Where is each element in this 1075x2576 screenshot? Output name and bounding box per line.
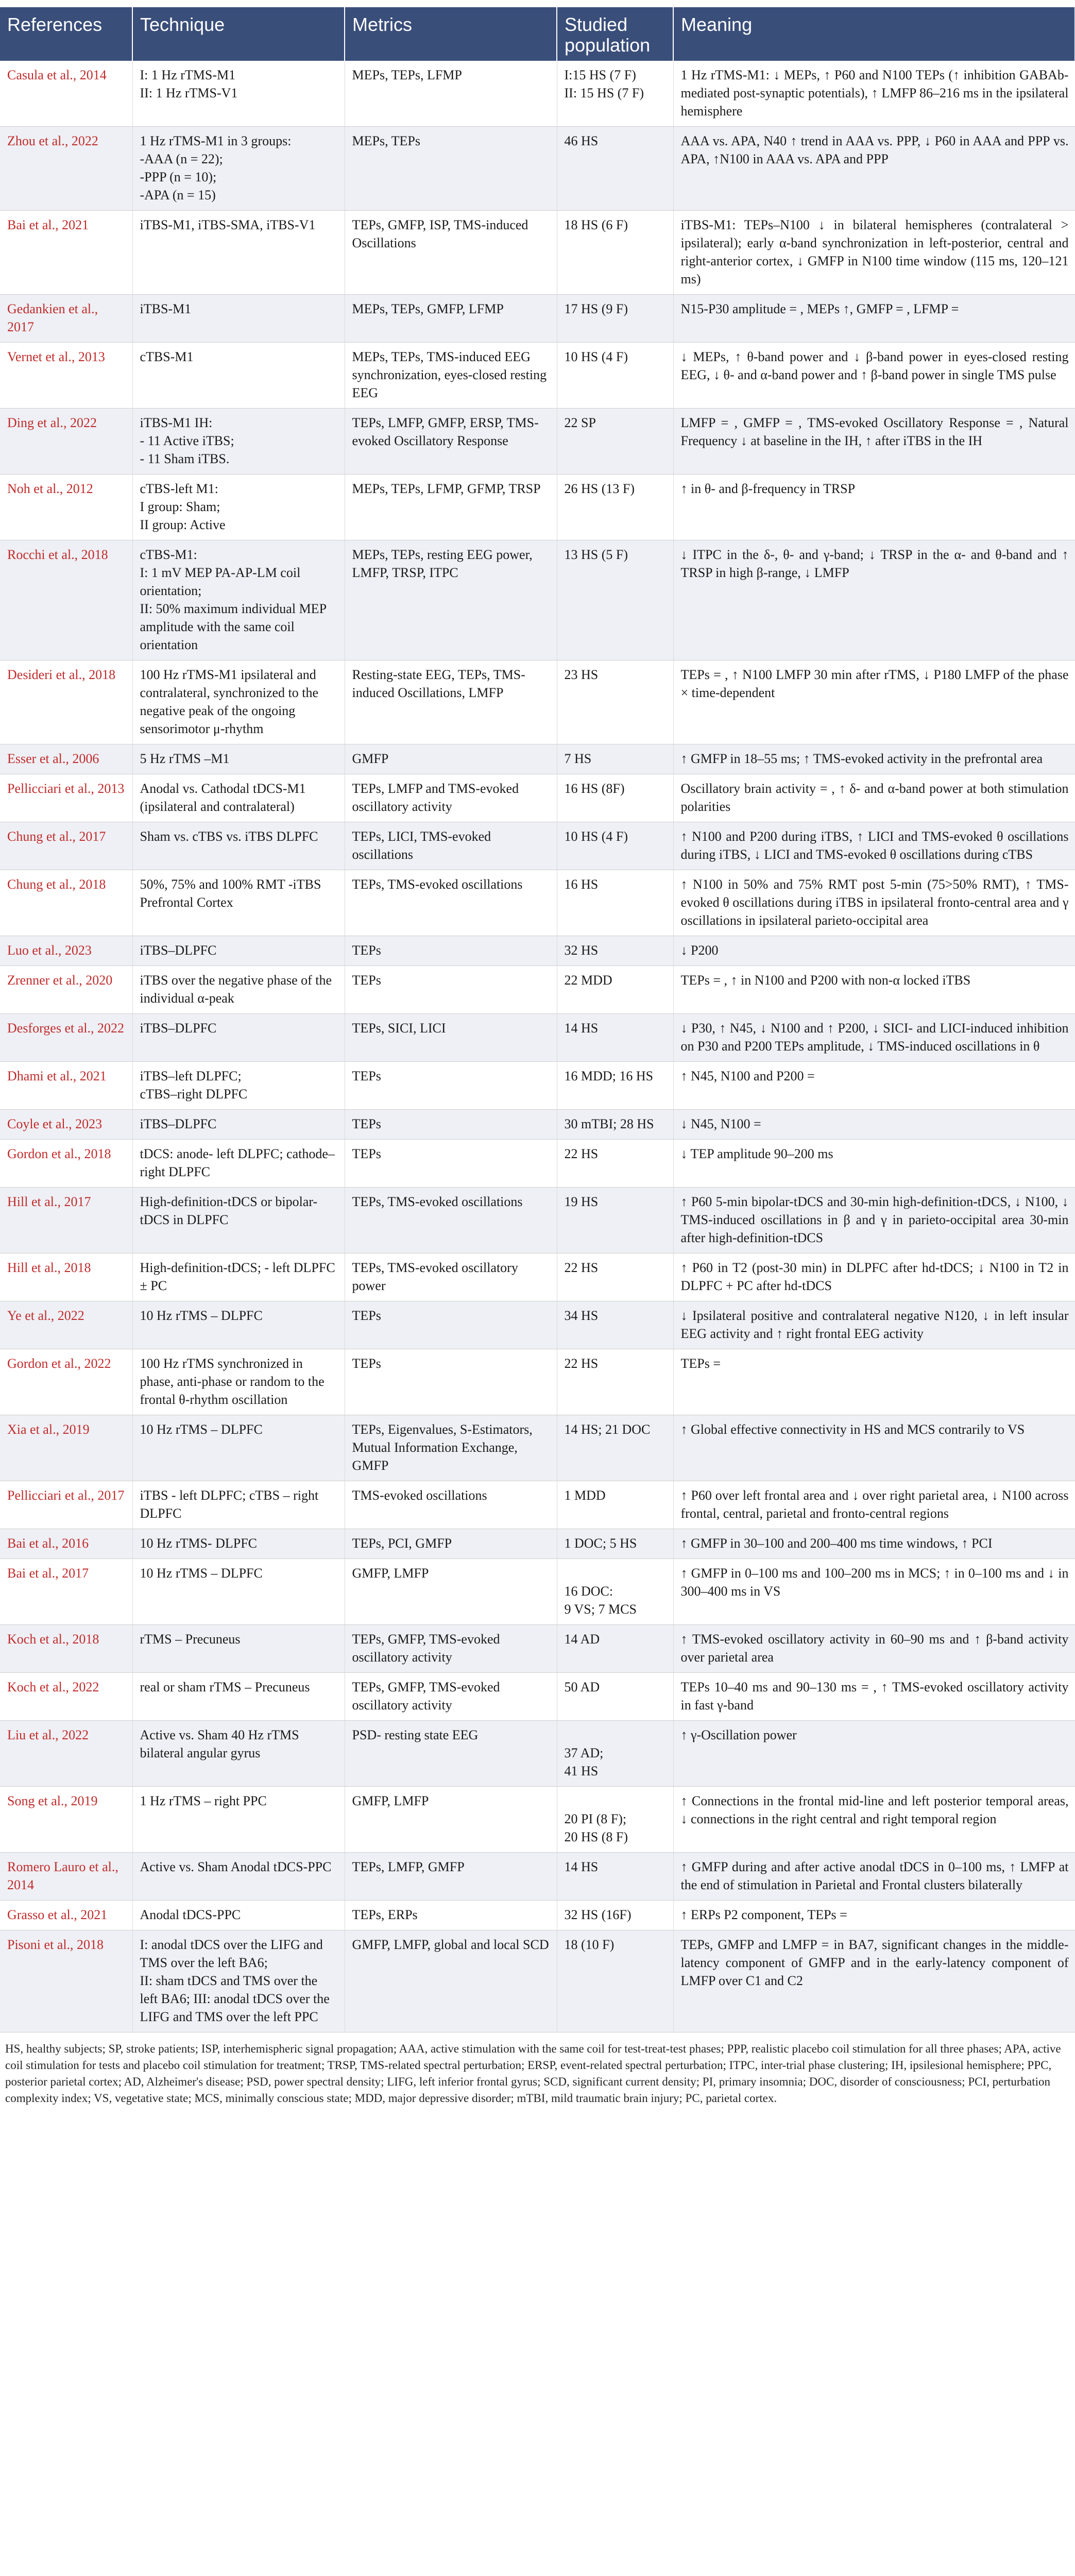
meaning-cell: ↑ TMS-evoked oscillatory activity in 60–90 ms and ↑ β-band activity over parietal area bbox=[673, 1625, 1075, 1673]
technique-cell: iTBS–DLPFC bbox=[132, 1014, 345, 1062]
population-cell: 10 HS (4 F) bbox=[557, 343, 673, 409]
meaning-cell: ↑ γ-Oscillation power bbox=[673, 1721, 1075, 1787]
table-row bbox=[0, 211, 1075, 295]
reference-cell[interactable]: Bai et al., 2016 bbox=[0, 1529, 132, 1559]
reference-cell[interactable]: Rocchi et al., 2018 bbox=[0, 540, 132, 660]
table-footnote: HS, healthy subjects; SP, stroke patients; ISP, interhemispheric signal propagation; AAA, active stimulation with the same coil for test-treat-test phases; PPP, realistic placebo coil stimulation for all three phases; APA, active coil stimulation for tests and placebo coil stimulation for treatment; TRSP, TMS-related spectral perturbation; ERSP, event-related spectral perturbation; ITPC, inter-trial phase clustering; IH, ipsilesional hemisphere; PPC, posterior parietal cortex; AD, Alzheimer's disease; PSD, power spectral density; LIFG, left inferior frontal gyrus; SCD, significant current density; PI, primary insomnia; DOC, disorder of consciousness; PCI, perturbation complexity index; VS, vegetative state; MCS, minimally conscious state; MDD, major depressive disorder; mTBI, mild traumatic brain injury; PC, parietal cortex. bbox=[5, 2042, 1061, 2105]
technique-cell: Anodal tDCS-PPC bbox=[132, 1901, 345, 1930]
reference-cell[interactable]: Koch et al., 2022 bbox=[0, 1673, 132, 1721]
population-cell: 7 HS bbox=[557, 744, 673, 774]
table-row bbox=[0, 1673, 1075, 1721]
metrics-cell: PSD- resting state EEG bbox=[345, 1721, 557, 1787]
metrics-cell: TEPs bbox=[345, 1349, 557, 1415]
reference-cell[interactable]: Gordon et al., 2018 bbox=[0, 1140, 132, 1188]
table-row bbox=[0, 966, 1075, 1014]
table-row bbox=[0, 1787, 1075, 1853]
technique-cell: 100 Hz rTMS-M1 ipsilateral and contralateral, synchronized to the negative peak of the ongoing sensorimotor μ-rhythm bbox=[132, 660, 345, 744]
technique-cell: High-definition-tDCS or bipolar-tDCS in DLPFC bbox=[132, 1188, 345, 1253]
table-row bbox=[0, 1625, 1075, 1673]
metrics-cell: MEPs, TEPs, GMFP, LFMP bbox=[345, 295, 557, 343]
table-row bbox=[0, 1901, 1075, 1930]
technique-cell: iTBS over the negative phase of the individual α-peak bbox=[132, 966, 345, 1014]
population-cell: 1 MDD bbox=[557, 1481, 673, 1529]
meaning-cell: ↑ GMFP during and after active anodal tDCS in 0–100 ms, ↑ LMFP at the end of stimulation in Parietal and Frontal clusters bilaterally bbox=[673, 1853, 1075, 1901]
technique-cell: 10 Hz rTMS – DLPFC bbox=[132, 1301, 345, 1349]
meaning-cell: TEPs, GMFP and LMFP = in BA7, significant changes in the middle-latency component of GMFP and in the early-latency component of LMFP over C1 and C2 bbox=[673, 1930, 1075, 2032]
table-row bbox=[0, 1301, 1075, 1349]
reference-cell[interactable]: Pellicciari et al., 2013 bbox=[0, 774, 132, 822]
meaning-cell: ↓ MEPs, ↑ θ-band power and ↓ β-band power in eyes-closed resting EEG, ↓ θ- and α-band power and ↑ β-band power in single TMS pulse bbox=[673, 343, 1075, 409]
population-cell: 20 PI (8 F); 20 HS (8 F) bbox=[557, 1787, 673, 1853]
technique-cell: iTBS–left DLPFC; cTBS–right DLPFC bbox=[132, 1062, 345, 1110]
metrics-cell: MEPs, TEPs, LFMP bbox=[345, 61, 557, 127]
table-row bbox=[0, 1140, 1075, 1188]
population-cell: 37 AD; 41 HS bbox=[557, 1721, 673, 1787]
reference-cell[interactable]: Gordon et al., 2022 bbox=[0, 1349, 132, 1415]
population-cell: 16 HS bbox=[557, 870, 673, 936]
meaning-cell: ↑ P60 in T2 (post-30 min) in DLPFC after hd-tDCS; ↓ N100 in T2 in DLPFC + PC after hd-tDCS bbox=[673, 1253, 1075, 1301]
metrics-cell: TEPs, GMFP, TMS-evoked oscillatory activity bbox=[345, 1625, 557, 1673]
reference-cell[interactable]: Esser et al., 2006 bbox=[0, 744, 132, 774]
reference-cell[interactable]: Romero Lauro et al., 2014 bbox=[0, 1853, 132, 1901]
reference-cell[interactable]: Desideri et al., 2018 bbox=[0, 660, 132, 744]
technique-cell: Active vs. Sham Anodal tDCS-PPC bbox=[132, 1853, 345, 1901]
reference-cell[interactable]: Song et al., 2019 bbox=[0, 1787, 132, 1853]
meaning-cell: ↓ P200 bbox=[673, 936, 1075, 966]
metrics-cell: GMFP, LMFP bbox=[345, 1559, 557, 1625]
technique-cell: real or sham rTMS – Precuneus bbox=[132, 1673, 345, 1721]
reference-cell[interactable]: Hill et al., 2017 bbox=[0, 1188, 132, 1253]
meaning-cell: ↓ N45, N100 = bbox=[673, 1110, 1075, 1140]
table-row bbox=[0, 1481, 1075, 1529]
population-cell: 14 HS; 21 DOC bbox=[557, 1415, 673, 1481]
table-row bbox=[0, 127, 1075, 211]
technique-cell: 1 Hz rTMS – right PPC bbox=[132, 1787, 345, 1853]
metrics-cell: MEPs, TEPs bbox=[345, 127, 557, 211]
reference-cell[interactable]: Ding et al., 2022 bbox=[0, 409, 132, 474]
reference-cell[interactable]: Hill et al., 2018 bbox=[0, 1253, 132, 1301]
technique-cell: iTBS-M1 IH: - 11 Active iTBS; - 11 Sham iTBS. bbox=[132, 409, 345, 474]
metrics-cell: TEPs bbox=[345, 966, 557, 1014]
metrics-cell: TEPs, LMFP, GMFP, ERSP, TMS-evoked Oscillatory Response bbox=[345, 409, 557, 474]
meaning-cell: ↑ N45, N100 and P200 = bbox=[673, 1062, 1075, 1110]
reference-cell[interactable]: Chung et al., 2017 bbox=[0, 822, 132, 870]
metrics-cell: TEPs, ERPs bbox=[345, 1901, 557, 1930]
metrics-cell: TEPs, LMFP, GMFP bbox=[345, 1853, 557, 1901]
table-row bbox=[0, 1853, 1075, 1901]
population-cell: 16 HS (8F) bbox=[557, 774, 673, 822]
technique-cell: 1 Hz rTMS-M1 in 3 groups: -AAA (n = 22); -PPP (n = 10); -APA (n = 15) bbox=[132, 127, 345, 211]
metrics-cell: GMFP bbox=[345, 744, 557, 774]
metrics-cell: TEPs bbox=[345, 1301, 557, 1349]
meaning-cell: ↓ ITPC in the δ-, θ- and γ-band; ↓ TRSP in the α- and θ-band and ↑ TRSP in high β-range, ↓ LMFP bbox=[673, 540, 1075, 660]
meaning-cell: ↑ N100 in 50% and 75% RMT post 5-min (75>50% RMT), ↑ TMS-evoked θ oscillations during iTBS in ipsilateral fronto-central area and γ oscillations in ipsilateral parieto-occipital area bbox=[673, 870, 1075, 936]
reference-cell[interactable]: Dhami et al., 2021 bbox=[0, 1062, 132, 1110]
table-row bbox=[0, 774, 1075, 822]
technique-cell: cTBS-left M1: I group: Sham; II group: Active bbox=[132, 474, 345, 540]
population-cell: 32 HS bbox=[557, 936, 673, 966]
table-row bbox=[0, 1415, 1075, 1481]
population-cell: 46 HS bbox=[557, 127, 673, 211]
technique-cell: Anodal vs. Cathodal tDCS-M1 (ipsilateral and contralateral) bbox=[132, 774, 345, 822]
population-cell: 23 HS bbox=[557, 660, 673, 744]
population-cell: 16 DOC: 9 VS; 7 MCS bbox=[557, 1559, 673, 1625]
header-technique: Technique bbox=[132, 7, 345, 61]
table-row bbox=[0, 474, 1075, 540]
table-row bbox=[0, 540, 1075, 660]
table-row bbox=[0, 61, 1075, 127]
header-meaning: Meaning bbox=[673, 7, 1075, 61]
table-row bbox=[0, 822, 1075, 870]
table-row bbox=[0, 1188, 1075, 1253]
metrics-cell: MEPs, TEPs, LFMP, GFMP, TRSP bbox=[345, 474, 557, 540]
table-row bbox=[0, 1253, 1075, 1301]
population-cell: 16 MDD; 16 HS bbox=[557, 1062, 673, 1110]
table-row bbox=[0, 295, 1075, 343]
reference-cell[interactable]: Chung et al., 2018 bbox=[0, 870, 132, 936]
reference-cell[interactable]: Noh et al., 2012 bbox=[0, 474, 132, 540]
population-cell: 22 HS bbox=[557, 1349, 673, 1415]
population-cell: 10 HS (4 F) bbox=[557, 822, 673, 870]
metrics-cell: TMS-evoked oscillations bbox=[345, 1481, 557, 1529]
meaning-cell: LMFP = , GMFP = , TMS-evoked Oscillatory Response = , Natural Frequency ↓ at baseline in the IH, ↑ after iTBS in the IH bbox=[673, 409, 1075, 474]
metrics-cell: TEPs, SICI, LICI bbox=[345, 1014, 557, 1062]
reference-cell[interactable]: Desforges et al., 2022 bbox=[0, 1014, 132, 1062]
metrics-cell: TEPs bbox=[345, 1062, 557, 1110]
metrics-cell: TEPs, LICI, TMS-evoked oscillations bbox=[345, 822, 557, 870]
header-metrics: Metrics bbox=[345, 7, 557, 61]
population-cell: 14 HS bbox=[557, 1014, 673, 1062]
studies-table bbox=[0, 7, 1075, 2032]
table-row bbox=[0, 1349, 1075, 1415]
technique-cell: I: 1 Hz rTMS-M1 II: 1 Hz rTMS-V1 bbox=[132, 61, 345, 127]
metrics-cell: TEPs bbox=[345, 1140, 557, 1188]
population-cell: I:15 HS (7 F) II: 15 HS (7 F) bbox=[557, 61, 673, 127]
meaning-cell: TEPs 10–40 ms and 90–130 ms = , ↑ TMS-evoked oscillatory activity in fast γ-band bbox=[673, 1673, 1075, 1721]
meaning-cell: TEPs = bbox=[673, 1349, 1075, 1415]
meaning-cell: ↑ in θ- and β-frequency in TRSP bbox=[673, 474, 1075, 540]
reference-cell[interactable]: Pisoni et al., 2018 bbox=[0, 1930, 132, 2032]
reference-cell[interactable]: Vernet et al., 2013 bbox=[0, 343, 132, 409]
meaning-cell: ↑ GMFP in 0–100 ms and 100–200 ms in MCS; ↑ in 0–100 ms and ↓ in 300–400 ms in VS bbox=[673, 1559, 1075, 1625]
technique-cell: Sham vs. cTBS vs. iTBS DLPFC bbox=[132, 822, 345, 870]
reference-cell[interactable]: Coyle et al., 2023 bbox=[0, 1110, 132, 1140]
reference-cell[interactable]: Bai et al., 2021 bbox=[0, 211, 132, 295]
meaning-cell: ↑ Connections in the frontal mid-line and left posterior temporal areas, ↓ connections in the right central and right temporal region bbox=[673, 1787, 1075, 1853]
technique-cell: High-definition-tDCS; - left DLPFC ± PC bbox=[132, 1253, 345, 1301]
technique-cell: iTBS - left DLPFC; cTBS – right DLPFC bbox=[132, 1481, 345, 1529]
table-row bbox=[0, 1014, 1075, 1062]
technique-cell: cTBS-M1: I: 1 mV MEP PA-AP-LM coil orientation; II: 50% maximum individual MEP amplitude with the same coil orientation bbox=[132, 540, 345, 660]
population-cell: 18 (10 F) bbox=[557, 1930, 673, 2032]
population-cell: 22 HS bbox=[557, 1140, 673, 1188]
population-cell: 18 HS (6 F) bbox=[557, 211, 673, 295]
technique-cell: 50%, 75% and 100% RMT -iTBS Prefrontal Cortex bbox=[132, 870, 345, 936]
technique-cell: 10 Hz rTMS – DLPFC bbox=[132, 1559, 345, 1625]
population-cell: 22 MDD bbox=[557, 966, 673, 1014]
meaning-cell: Oscillatory brain activity = , ↑ δ- and α-band power at both stimulation polarities bbox=[673, 774, 1075, 822]
meaning-cell: ↑ GMFP in 18–55 ms; ↑ TMS-evoked activity in the prefrontal area bbox=[673, 744, 1075, 774]
technique-cell: iTBS–DLPFC bbox=[132, 936, 345, 966]
technique-cell: rTMS – Precuneus bbox=[132, 1625, 345, 1673]
technique-cell: cTBS-M1 bbox=[132, 343, 345, 409]
metrics-cell: MEPs, TEPs, TMS-induced EEG synchronization, eyes-closed resting EEG bbox=[345, 343, 557, 409]
metrics-cell: TEPs bbox=[345, 1110, 557, 1140]
table-header-row bbox=[0, 7, 1075, 61]
population-cell: 22 HS bbox=[557, 1253, 673, 1301]
reference-cell[interactable]: Gedankien et al., 2017 bbox=[0, 295, 132, 343]
technique-cell: 10 Hz rTMS- DLPFC bbox=[132, 1529, 345, 1559]
meaning-cell: N15-P30 amplitude = , MEPs ↑, GMFP = , LFMP = bbox=[673, 295, 1075, 343]
table-row bbox=[0, 936, 1075, 966]
technique-cell: tDCS: anode- left DLPFC; cathode–right DLPFC bbox=[132, 1140, 345, 1188]
metrics-cell: TEPs, PCI, GMFP bbox=[345, 1529, 557, 1559]
population-cell: 14 AD bbox=[557, 1625, 673, 1673]
technique-cell: I: anodal tDCS over the LIFG and TMS over the left BA6; II: sham tDCS and TMS over the left BA6; III: anodal tDCS over the LIFG and TMS over the left PPC bbox=[132, 1930, 345, 2032]
meaning-cell: ↑ N100 and P200 during iTBS, ↑ LICI and TMS-evoked θ oscillations during iTBS, ↓ LICI and TMS-evoked θ oscillations during cTBS bbox=[673, 822, 1075, 870]
reference-cell[interactable]: Ye et al., 2022 bbox=[0, 1301, 132, 1349]
reference-cell[interactable]: Casula et al., 2014 bbox=[0, 61, 132, 127]
table-row bbox=[0, 1110, 1075, 1140]
reference-cell[interactable]: Bai et al., 2017 bbox=[0, 1559, 132, 1625]
technique-cell: 100 Hz rTMS synchronized in phase, anti-phase or random to the frontal θ-rhythm oscillation bbox=[132, 1349, 345, 1415]
metrics-cell: GMFP, LMFP, global and local SCD bbox=[345, 1930, 557, 2032]
population-cell: 26 HS (13 F) bbox=[557, 474, 673, 540]
metrics-cell: TEPs, GMFP, ISP, TMS-induced Oscillations bbox=[345, 211, 557, 295]
population-cell: 13 HS (5 F) bbox=[557, 540, 673, 660]
population-cell: 14 HS bbox=[557, 1853, 673, 1901]
header-references: References bbox=[0, 7, 132, 61]
meaning-cell: ↑ GMFP in 30–100 and 200–400 ms time windows, ↑ PCI bbox=[673, 1529, 1075, 1559]
technique-cell: iTBS-M1, iTBS-SMA, iTBS-V1 bbox=[132, 211, 345, 295]
table-row bbox=[0, 1529, 1075, 1559]
population-cell: 22 SP bbox=[557, 409, 673, 474]
metrics-cell: TEPs, TMS-evoked oscillatory power bbox=[345, 1253, 557, 1301]
meaning-cell: ↑ P60 over left frontal area and ↓ over right parietal area, ↓ N100 across frontal, central, parietal and fronto-central regions bbox=[673, 1481, 1075, 1529]
meaning-cell: TEPs = , ↑ N100 LMFP 30 min after rTMS, ↓ P180 LMFP of the phase × time-dependent bbox=[673, 660, 1075, 744]
metrics-cell: TEPs bbox=[345, 936, 557, 966]
meaning-cell: ↓ Ipsilateral positive and contralateral negative N120, ↓ in left insular EEG activity and ↑ right frontal EEG activity bbox=[673, 1301, 1075, 1349]
table-row bbox=[0, 1721, 1075, 1787]
meaning-cell: iTBS-M1: TEPs–N100 ↓ in bilateral hemispheres (contralateral > ipsilateral); early α-band synchronization in left-posterior, central and right-anterior cortex, ↓ GMFP in N100 time window (115 ms, 120–121 ms) bbox=[673, 211, 1075, 295]
population-cell: 17 HS (9 F) bbox=[557, 295, 673, 343]
metrics-cell: TEPs, TMS-evoked oscillations bbox=[345, 870, 557, 936]
meaning-cell: ↓ P30, ↑ N45, ↓ N100 and ↑ P200, ↓ SICI- and LICI-induced inhibition on P30 and P200 TEPs amplitude, ↓ TMS-induced oscillations in θ bbox=[673, 1014, 1075, 1062]
table-body bbox=[0, 61, 1075, 2032]
technique-cell: Active vs. Sham 40 Hz rTMS bilateral angular gyrus bbox=[132, 1721, 345, 1787]
meaning-cell: 1 Hz rTMS-M1: ↓ MEPs, ↑ P60 and N100 TEPs (↑ inhibition GABAb-mediated post-synaptic potentials), ↑ LMFP 86–216 ms in the ipsilateral hemisphere bbox=[673, 61, 1075, 127]
metrics-cell: Resting-state EEG, TEPs, TMS-induced Oscillations, LMFP bbox=[345, 660, 557, 744]
population-cell: 34 HS bbox=[557, 1301, 673, 1349]
meaning-cell: ↑ Global effective connectivity in HS and MCS contrarily to VS bbox=[673, 1415, 1075, 1481]
reference-cell[interactable]: Grasso et al., 2021 bbox=[0, 1901, 132, 1930]
header-studied-population: Studied population bbox=[557, 7, 673, 61]
table-row bbox=[0, 1062, 1075, 1110]
meaning-cell: TEPs = , ↑ in N100 and P200 with non-α locked iTBS bbox=[673, 966, 1075, 1014]
metrics-cell: TEPs, LMFP and TMS-evoked oscillatory activity bbox=[345, 774, 557, 822]
population-cell: 1 DOC; 5 HS bbox=[557, 1529, 673, 1559]
metrics-cell: GMFP, LMFP bbox=[345, 1787, 557, 1853]
meaning-cell: ↑ P60 5-min bipolar-tDCS and 30-min high-definition-tDCS, ↓ N100, ↓ TMS-induced oscillations in β and γ in parieto-occipital area 30-min after high-definition-tDCS bbox=[673, 1188, 1075, 1253]
technique-cell: 10 Hz rTMS – DLPFC bbox=[132, 1415, 345, 1481]
metrics-cell: TEPs, GMFP, TMS-evoked oscillatory activity bbox=[345, 1673, 557, 1721]
reference-cell[interactable]: Pellicciari et al., 2017 bbox=[0, 1481, 132, 1529]
metrics-cell: TEPs, Eigenvalues, S-Estimators, Mutual Information Exchange, GMFP bbox=[345, 1415, 557, 1481]
table-row bbox=[0, 1930, 1075, 2032]
population-cell: 19 HS bbox=[557, 1188, 673, 1253]
reference-cell[interactable]: Liu et al., 2022 bbox=[0, 1721, 132, 1787]
table-row bbox=[0, 870, 1075, 936]
metrics-cell: TEPs, TMS-evoked oscillations bbox=[345, 1188, 557, 1253]
meaning-cell: AAA vs. APA, N40 ↑ trend in AAA vs. PPP, ↓ P60 in AAA and PPP vs. APA, ↑N100 in AAA vs. APA and PPP bbox=[673, 127, 1075, 211]
technique-cell: iTBS–DLPFC bbox=[132, 1110, 345, 1140]
population-cell: 50 AD bbox=[557, 1673, 673, 1721]
technique-cell: iTBS-M1 bbox=[132, 295, 345, 343]
reference-cell[interactable]: Luo et al., 2023 bbox=[0, 936, 132, 966]
table-row bbox=[0, 744, 1075, 774]
meaning-cell: ↓ TEP amplitude 90–200 ms bbox=[673, 1140, 1075, 1188]
reference-cell[interactable]: Zrenner et al., 2020 bbox=[0, 966, 132, 1014]
population-cell: 30 mTBI; 28 HS bbox=[557, 1110, 673, 1140]
reference-cell[interactable]: Koch et al., 2018 bbox=[0, 1625, 132, 1673]
table-row bbox=[0, 343, 1075, 409]
meaning-cell: ↑ ERPs P2 component, TEPs = bbox=[673, 1901, 1075, 1930]
table-row bbox=[0, 1559, 1075, 1625]
table-row bbox=[0, 660, 1075, 744]
reference-cell[interactable]: Xia et al., 2019 bbox=[0, 1415, 132, 1481]
technique-cell: 5 Hz rTMS –M1 bbox=[132, 744, 345, 774]
metrics-cell: MEPs, TEPs, resting EEG power, LMFP, TRSP, ITPC bbox=[345, 540, 557, 660]
table-row bbox=[0, 409, 1075, 474]
population-cell: 32 HS (16F) bbox=[557, 1901, 673, 1930]
reference-cell[interactable]: Zhou et al., 2022 bbox=[0, 127, 132, 211]
